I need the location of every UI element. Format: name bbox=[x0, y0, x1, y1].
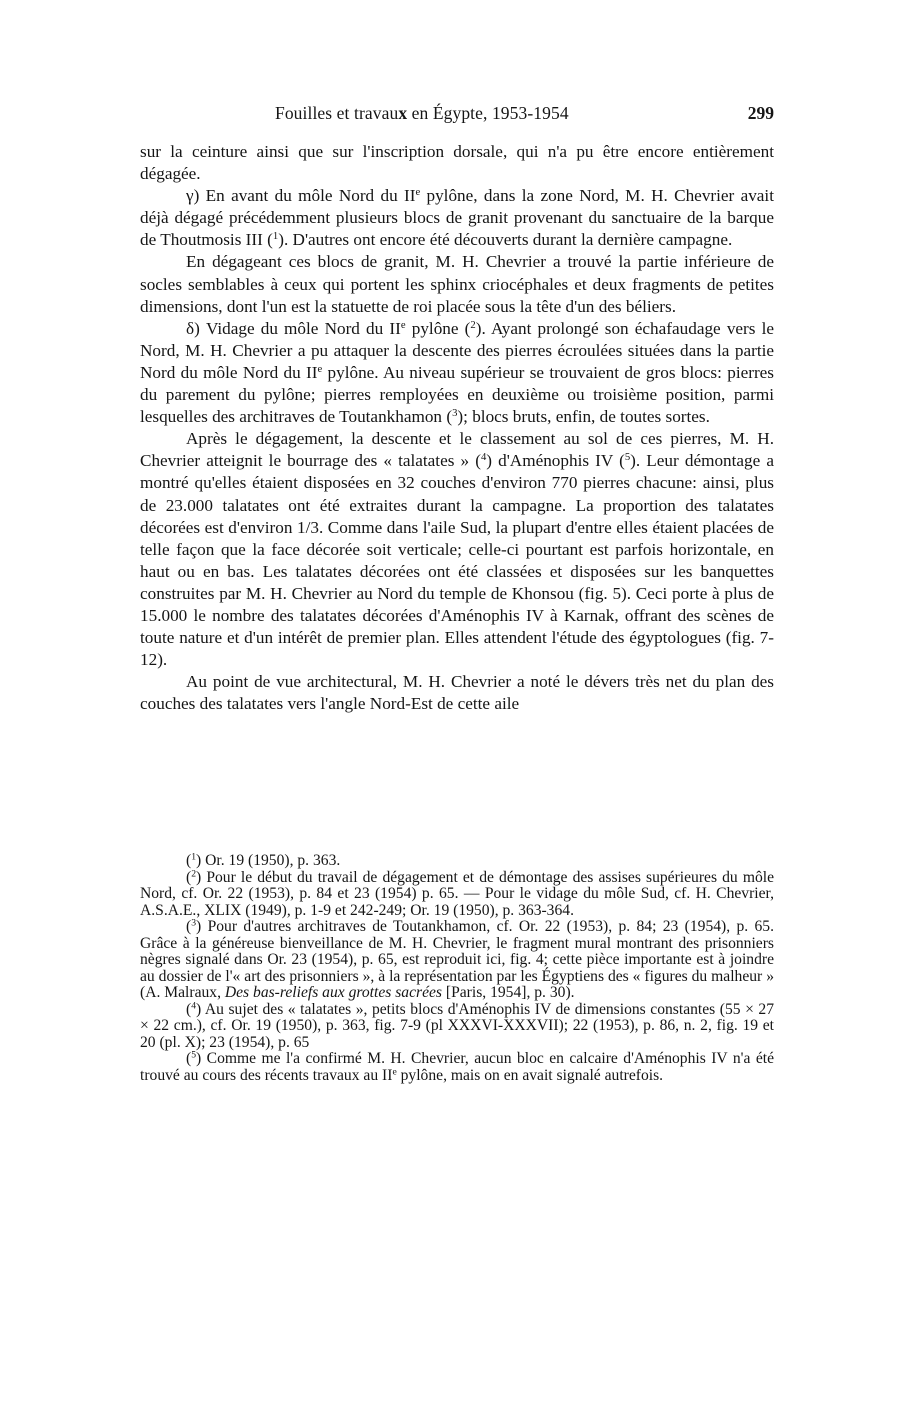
running-title-part: en Égypte, 1953-1954 bbox=[407, 103, 569, 123]
running-title bbox=[275, 103, 569, 124]
running-title-part: Fouilles et travau bbox=[275, 103, 399, 123]
paragraph: sur la ceinture ainsi que sur l'inscription dorsale, qui n'a pu être encore entièrement dégagée. bbox=[140, 142, 774, 184]
footnote-text: ($^3$) Pour d'autres architraves de Toutankhamon, cf. Or. 22 (1953), p. 84; 23 (1954), p. 65. Grâce à la généreuse bienveillance de M. H. Chevrier, le fragment mural montrant des prisonniers nègres signalé dans Or. 23 (1954), p. 65, est reproduit ici, fig. 4; cette pièce importante est à joindre au dossier de l'« art des prisonniers », à la représentation par les Égyptiens des « figures du malheur » (A. Malraux, bbox=[140, 917, 774, 1001]
footnote: ($^5$) Comme me l'a confirmé M. H. Chevrier, aucun bloc en calcaire d'Aménophis IV n'a été trouvé au cours des récents travaux au IIe pylône, mais on en avait signalé autrefois. bbox=[140, 1049, 774, 1084]
footnote bbox=[140, 919, 774, 1002]
paragraph: γ) En avant du môle Nord du IIe pylône, dans la zone Nord, M. H. Chevrier avait déjà dégagé précédemment plusieurs blocs de granit provenant du sanctuaire de la barque de Thoutmosis III ($^1$). D'autres ont encore été découverts durant la dernière campagne. bbox=[140, 186, 774, 250]
paragraph: δ) Vidage du môle Nord du IIe pylône ($^2$). Ayant prolongé son échafaudage vers le Nord, M. H. Chevrier a pu attaquer la descente des pierres écroulées situées dans la partie Nord du môle Nord du IIe pylône. Au niveau supérieur se trouvaient de gros blocs: pierres du parement du pylône; pierres remployées en deuxième ou troisième position, parmi lesquelles des architraves de Toutankhamon ($^3$); blocs bruts, enfin, de toutes sortes. bbox=[140, 318, 775, 427]
footnote-text: [Paris, 1954], p. 30). bbox=[442, 984, 575, 1001]
paragraph: Au point de vue architectural, M. H. Chevrier a noté le dévers très net du plan des couches des talatates vers l'angle Nord-Est de cette aile bbox=[140, 672, 774, 714]
footnote: ($^1$) Or. 19 (1950), p. 363. bbox=[186, 851, 341, 869]
running-title-part: x bbox=[398, 103, 408, 123]
book-title: Des bas-reliefs aux grottes sacrées bbox=[224, 984, 442, 1001]
body-text bbox=[140, 141, 774, 715]
paragraph: En dégageant ces blocs de granit, M. H. Chevrier a trouvé la partie inférieure de socles semblables à ceux qui portent les sphinx criocéphales et deux fragments de petites dimensions, dont l'un est la statuette de roi placée sous la tête d'un des béliers. bbox=[140, 252, 774, 316]
paragraph: Après le dégagement, la descente et le classement au sol de ces pierres, M. H. Chevrier atteignit le bourrage des « talatates » ($^4$) d'Aménophis IV ($^5$). Leur démontage a montré qu'elles étaient disposées en 32 couches d'environ 770 pierres chacune: ainsi, plus de 23.000 talatates ont été extraites durant la campagne. La proportion des talatates décorées est d'environ 1/3. Comme dans l'aile Sud, la plupart d'entre elles étaient placées de telle façon que la face décorée soit verticale; celle-ci pourtant est parfois horizontale, en haut ou en bas. Les talatates décorées ont été classées et disposées sur les banquettes construites par M. H. Chevrier au Nord du temple de Khonsou (fig. 5). Ceci porte à plus de 15.000 le nombre des talatates décorées d'Aménophis IV à Karnak, offrant des scènes de toute nature et d'un intérêt de premier plan. Elles attendent l'étude des égyptologues (fig. 7-12). bbox=[140, 429, 774, 670]
page-header bbox=[140, 103, 774, 129]
page-number: 299 bbox=[747, 103, 774, 123]
footnote: ($^4$) Au sujet des « talatates », petits blocs d'Aménophis IV de dimensions constantes (55 × 27 × 22 cm.), cf. Or. 19 (1950), p. 363, fig. 7-9 (pl XXXVI-XXXVII); 22 (1953), p. 86, n. 2, fig. 19 et 20 (pl. X); 23 (1954), p. 65 bbox=[140, 1000, 774, 1051]
footnotes bbox=[140, 853, 774, 1084]
footnote: ($^2$) Pour le début du travail de dégagement et de démontage des assises supérieures du môle Nord, cf. Or. 22 (1953), p. 84 et 23 (1954) p. 65. — Pour le vidage du môle Sud, cf. H. Chevrier, A.S.A.E., XLIX (1949), p. 1-9 et 242-249; Or. 19 (1950), p. 363-364. bbox=[140, 868, 774, 919]
